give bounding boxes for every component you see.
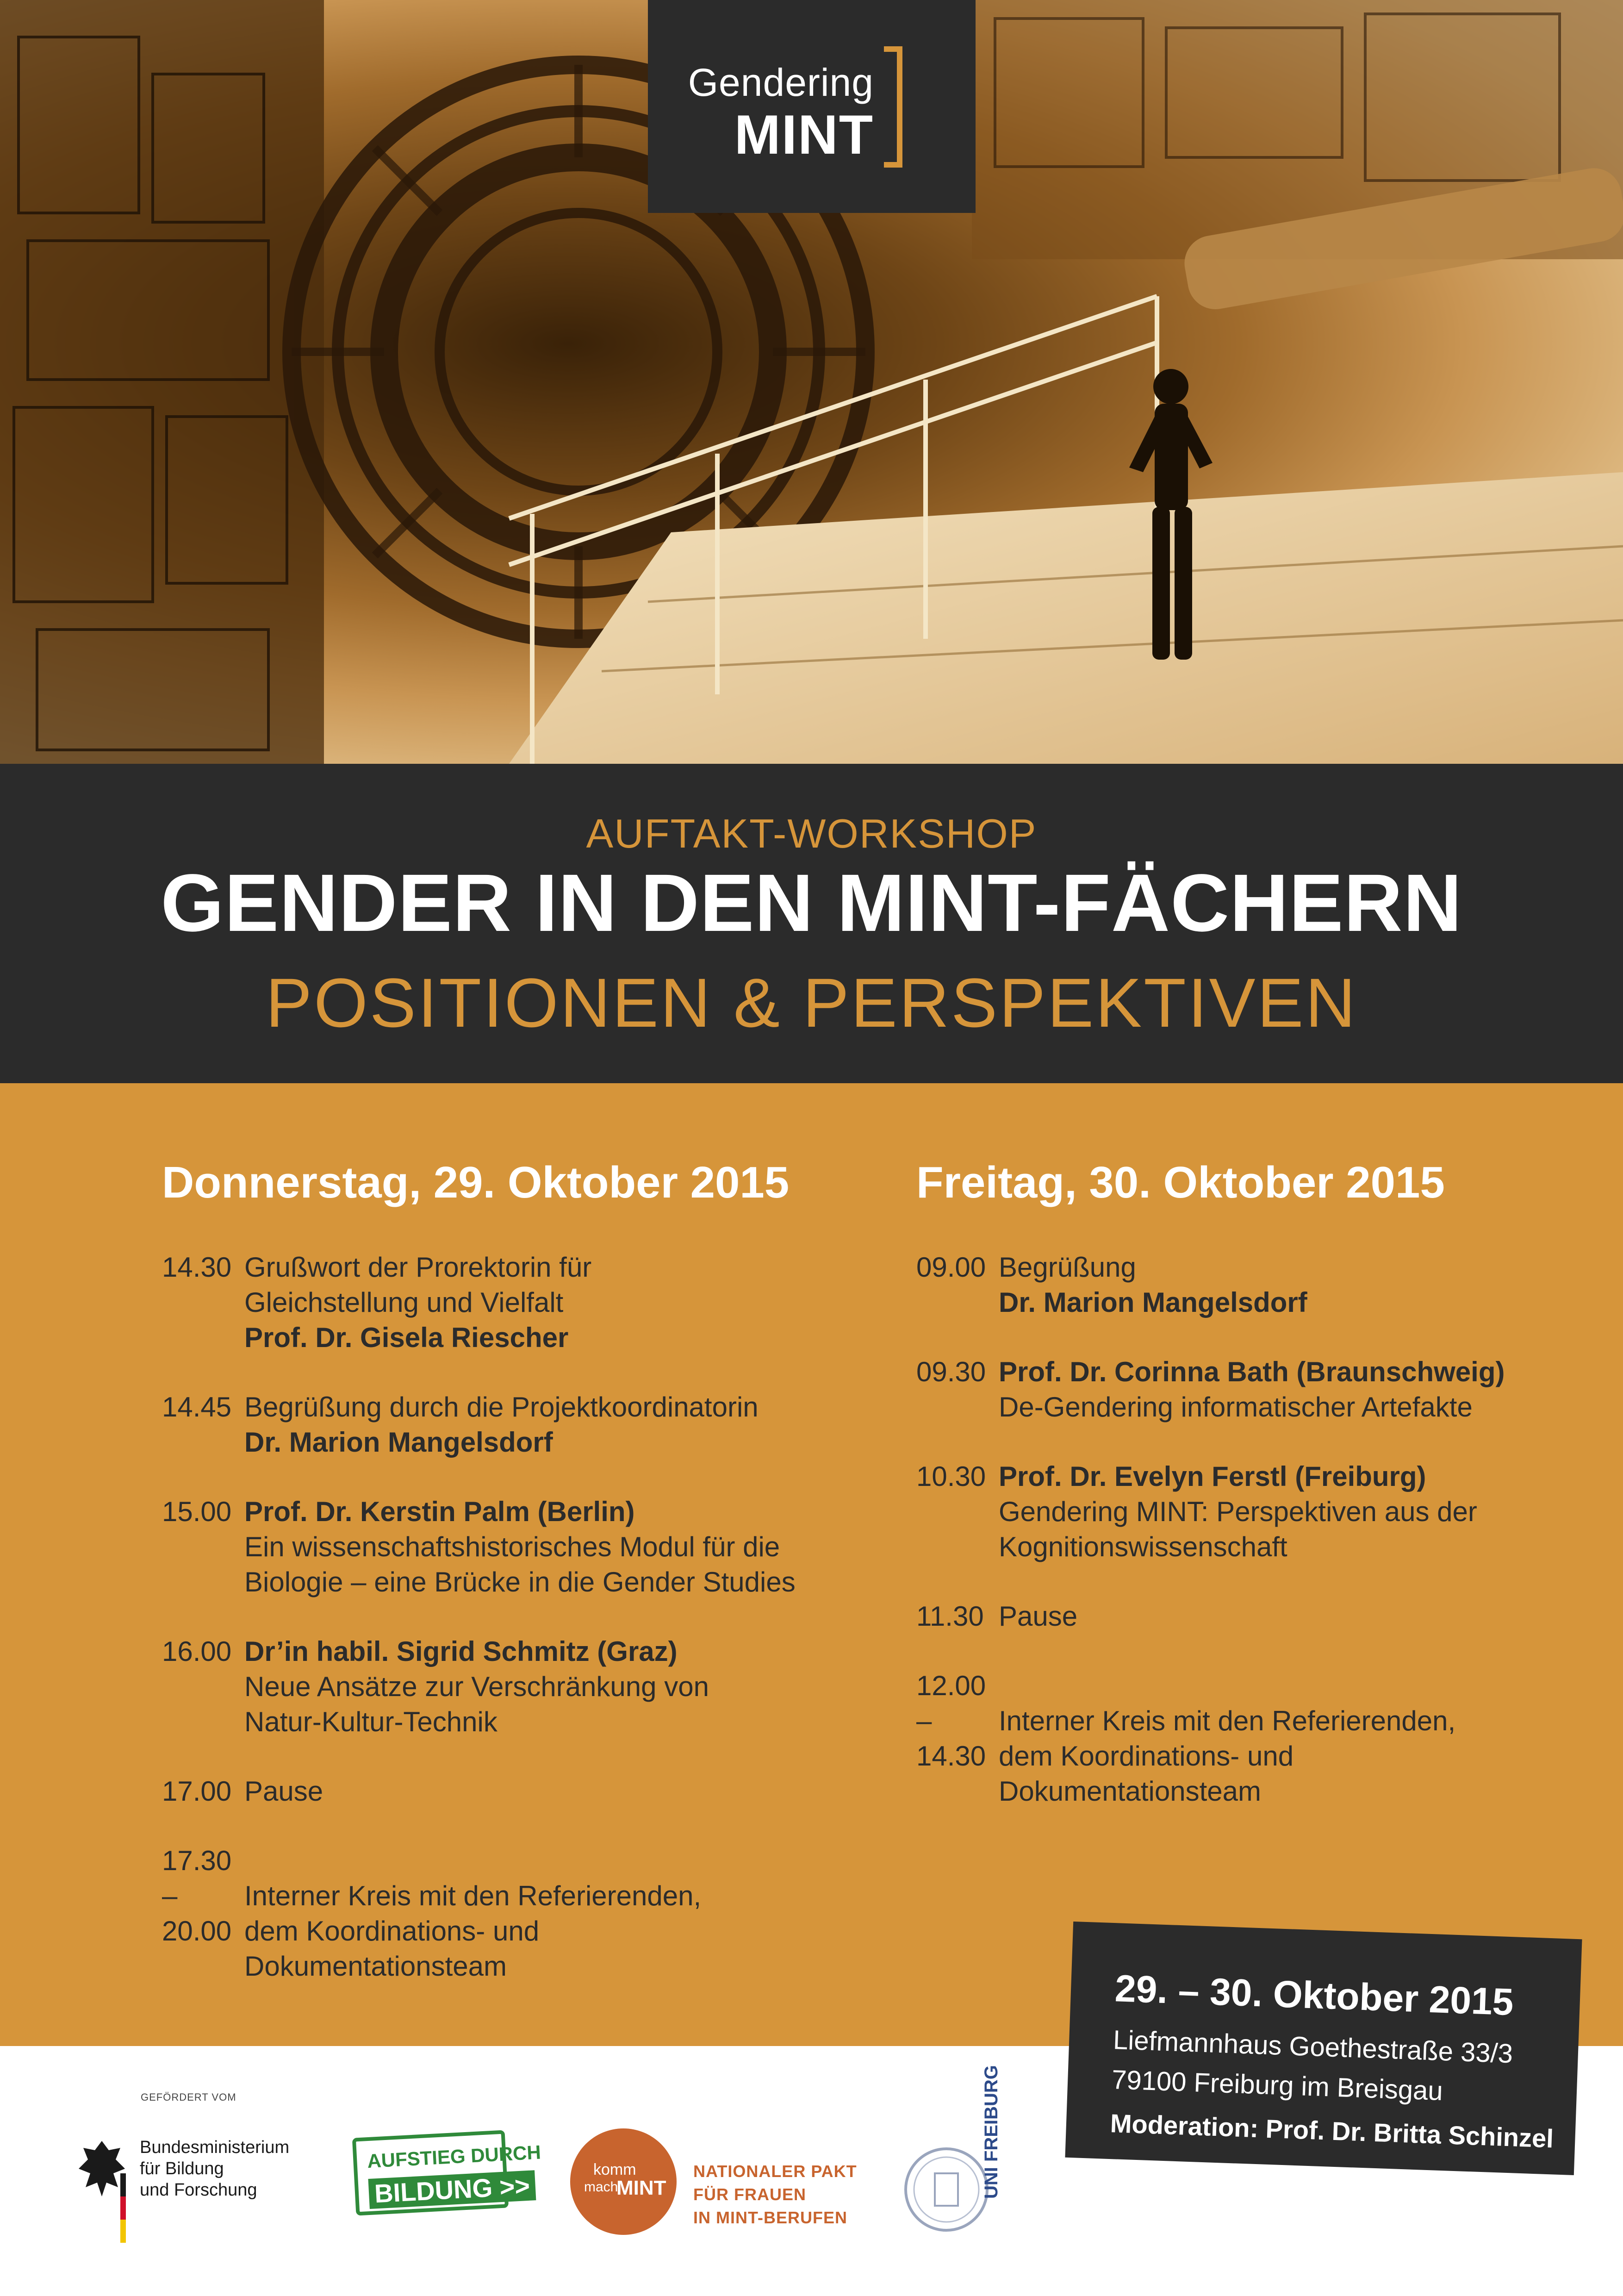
entry-line: Pause bbox=[999, 1601, 1078, 1632]
schedule-entry bbox=[162, 1843, 856, 1984]
day1-heading: Donnerstag, 29. Oktober 2015 bbox=[162, 1158, 790, 1207]
entry-speaker: Prof. Dr. Corinna Bath (Braunschweig) bbox=[999, 1356, 1505, 1387]
entry-time: 09.00 bbox=[916, 1252, 986, 1283]
komm-mach-mint-logo: komm mach MINT bbox=[570, 2128, 677, 2235]
schedule-entry bbox=[916, 1354, 1564, 1425]
entry-line: Ein wissenschaftshistorisches Modul für die bbox=[244, 1531, 780, 1562]
schedule-entry bbox=[916, 1250, 1564, 1320]
entry-line: Interner Kreis mit den Referierenden, bbox=[999, 1705, 1456, 1736]
entry-time: 10.30 bbox=[916, 1461, 986, 1492]
day2-heading: Freitag, 30. Oktober 2015 bbox=[916, 1158, 1445, 1207]
entry-line: Grußwort der Prorektorin für bbox=[244, 1252, 592, 1283]
entry-time: 17.00 bbox=[162, 1776, 232, 1807]
entry-speaker: Dr. Marion Mangelsdorf bbox=[999, 1287, 1307, 1318]
entry-time: 14.45 bbox=[162, 1391, 232, 1423]
entry-line: Dokumentationsteam bbox=[999, 1776, 1261, 1807]
event-date: 29. – 30. Oktober 2015 bbox=[1114, 1967, 1514, 2024]
bmbf-logo-text: Bundesministerium für Bildung und Forschung bbox=[140, 2138, 290, 2200]
workshop-kicker: AUFTAKT-WORKSHOP bbox=[586, 811, 1037, 856]
entry-line: Biologie – eine Brücke in die Gender Studies bbox=[244, 1566, 796, 1597]
schedule-entry bbox=[162, 1250, 856, 1355]
entry-time: 15.00 bbox=[162, 1496, 232, 1527]
entry-time: 17.30 – 20.00 bbox=[162, 1845, 232, 1947]
schedule-entry bbox=[916, 1459, 1564, 1565]
hero-photo bbox=[0, 0, 1623, 764]
moderation-line: Moderation: Prof. Dr. Britta Schinzel bbox=[1109, 2109, 1554, 2153]
entry-line: Gendering MINT: Perspektiven aus der bbox=[999, 1496, 1477, 1527]
logo-bracket-icon bbox=[884, 46, 902, 168]
entry-speaker: Dr. Marion Mangelsdorf bbox=[244, 1427, 553, 1458]
logo-line2: MINT bbox=[734, 104, 874, 166]
entry-speaker: Prof. Dr. Evelyn Ferstl (Freiburg) bbox=[999, 1461, 1426, 1492]
entry-speaker: Dr’in habil. Sigrid Schmitz (Graz) bbox=[244, 1636, 678, 1667]
entry-line: De-Gendering informatischer Artefakte bbox=[999, 1391, 1473, 1423]
entry-line: Neue Ansätze zur Verschränkung von bbox=[244, 1671, 709, 1702]
entry-speaker: Prof. Dr. Gisela Riescher bbox=[244, 1322, 569, 1353]
entry-line: Natur-Kultur-Technik bbox=[244, 1706, 497, 1737]
entry-line: Pause bbox=[244, 1776, 323, 1807]
entry-line: Begrüßung bbox=[999, 1252, 1136, 1283]
uni-freiburg-text: UNI FREIBURG bbox=[981, 2065, 1001, 2199]
schedule-entry bbox=[162, 1634, 856, 1740]
aufstieg-durch-bildung-logo: AUFSTIEG DURCH BILDUNG >> bbox=[352, 2130, 509, 2215]
entry-time: 12.00 – 14.30 bbox=[916, 1670, 986, 1772]
workshop-title: GENDER IN DEN MINT-FÄCHERN bbox=[161, 858, 1462, 948]
program-section bbox=[0, 1083, 1623, 2046]
logo-line1: Gendering bbox=[688, 61, 874, 104]
entry-line: dem Koordinations- und bbox=[244, 1915, 540, 1947]
entry-line: Begrüßung durch die Projektkoordinatorin bbox=[244, 1391, 759, 1423]
entry-time: 16.00 bbox=[162, 1636, 232, 1667]
entry-line: Kognitionswissenschaft bbox=[999, 1531, 1287, 1562]
title-band bbox=[0, 764, 1623, 1083]
funded-by-label: GEFÖRDERT VOM bbox=[141, 2091, 236, 2103]
federal-eagle-icon bbox=[74, 2132, 130, 2247]
entry-line: dem Koordinations- und bbox=[999, 1741, 1294, 1772]
entry-time: 14.30 bbox=[162, 1252, 232, 1283]
schedule-day1 bbox=[162, 1157, 856, 2018]
entry-line: Gleichstellung und Vielfalt bbox=[244, 1287, 564, 1318]
schedule-day2 bbox=[916, 1157, 1564, 1843]
logo-gendering-mint bbox=[648, 0, 976, 213]
schedule-entry bbox=[916, 1668, 1564, 1809]
nationaler-pakt-text: NATIONALER PAKT FÜR FRAUEN IN MINT-BERUFEN bbox=[693, 2162, 857, 2227]
schedule-entry bbox=[916, 1599, 1564, 1634]
workshop-subtitle: POSITIONEN & PERSPEKTIVEN bbox=[266, 964, 1357, 1042]
event-info-card bbox=[1065, 1922, 1582, 2175]
schedule-entry bbox=[162, 1774, 856, 1809]
entry-line: Interner Kreis mit den Referierenden, bbox=[244, 1880, 702, 1911]
entry-time: 11.30 bbox=[916, 1601, 984, 1632]
entry-time: 09.30 bbox=[916, 1356, 986, 1387]
entry-speaker: Prof. Dr. Kerstin Palm (Berlin) bbox=[244, 1496, 635, 1527]
event-address: Liefmannhaus Goethestraße 33/3 79100 Freiburg im Breisgau bbox=[1111, 2025, 1514, 2107]
schedule-entry bbox=[162, 1390, 856, 1460]
schedule-entry bbox=[162, 1494, 856, 1600]
entry-line: Dokumentationsteam bbox=[244, 1951, 507, 1982]
